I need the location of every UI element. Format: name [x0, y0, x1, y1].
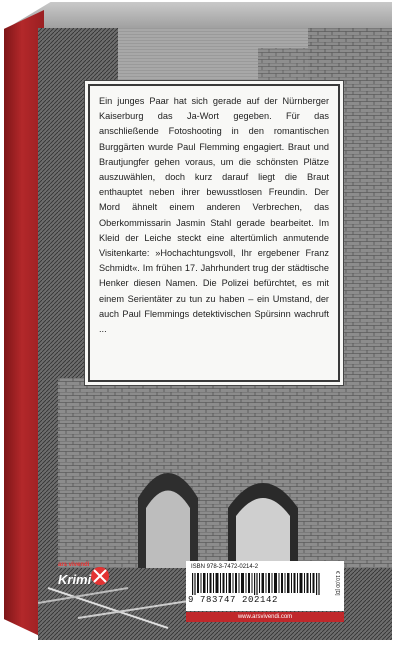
- barcode-digits: 9 783747 202142: [188, 595, 279, 605]
- publisher-name: ars vivendi: [58, 562, 90, 568]
- publisher-url[interactable]: www.arsvivendi.com: [186, 612, 344, 622]
- blurb-box: [88, 84, 340, 382]
- book-top-edge: [4, 2, 392, 30]
- krimi-label: Krimi: [58, 572, 92, 587]
- isbn-label: ISBN 978-3-7472-0214-2: [191, 564, 259, 570]
- barcode: [192, 573, 324, 595]
- barcode-area: [186, 561, 344, 611]
- blurb-text: Ein junges Paar hat sich gerade auf der Nürnberger Kaiserburg das Ja-Wort gegeben. Für das anschließende Fotoshooting in den romantischen Burggärten wurde Paul Flemming engagiert. Braut und Brautjungfer gehen voraus, um die schönsten Plätze auszuwählen, doch kurz darauf liegt die Braut enthauptet neben ihrer bewusstlosen Freundin. Der Mord ähnelt einem anderen Verbrechen, das Oberkommissarin Jasmin Stahl gerade bearbeitet. Im Kleid der Leiche steckt eine altertümlich anmutende Visitenkarte: »Hochachtungsvoll, Ihr ergebener Franz Schmidt«. Im frühen 17. Jahrhundert trug der städtische Henker diesen Namen. Die Polizei befürchtet, es mit einem Serientäter zu tun zu haben – ein Umstand, der auch Paul Flemmings detektivischen Spürsinn wachruft ...: [99, 96, 329, 335]
- publisher-logo: [58, 556, 114, 612]
- price-code: € 10,00 [D]: [334, 571, 340, 596]
